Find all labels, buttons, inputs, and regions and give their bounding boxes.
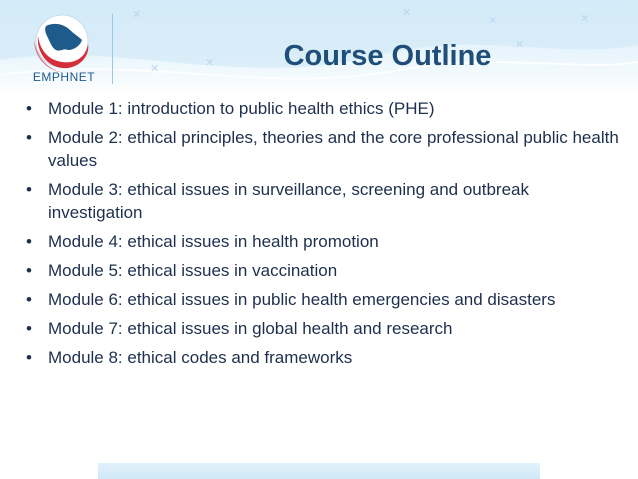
bullet-dot-icon: • <box>26 290 32 309</box>
bullet-dot-icon: • <box>26 319 32 338</box>
logo-divider <box>112 14 113 84</box>
bullet-item <box>24 178 624 224</box>
bullet-text: Module 4: ethical issues in health promotion <box>48 232 379 251</box>
bullet-dot-icon: • <box>26 99 32 118</box>
bullet-dot-icon: • <box>26 348 32 367</box>
footer-band <box>98 463 540 479</box>
bullet-list <box>24 97 624 375</box>
logo-text: EMPHNET <box>32 70 96 84</box>
bullet-text: Module 3: ethical issues in surveillance, screening and outbreak investigation <box>48 180 529 222</box>
bullet-text: Module 7: ethical issues in global health and research <box>48 319 453 338</box>
bullet-item <box>24 97 624 120</box>
bullet-dot-icon: • <box>26 261 32 280</box>
bullet-item <box>24 259 624 282</box>
bullet-item <box>24 230 624 253</box>
bullet-dot-icon: • <box>26 180 32 199</box>
sparkle-icon: ✕ <box>488 15 498 27</box>
bullet-item <box>24 317 624 340</box>
bullet-text: Module 5: ethical issues in vaccination <box>48 261 338 280</box>
bullet-item <box>24 288 624 311</box>
bullet-item <box>24 126 624 172</box>
sparkle-icon: ✕ <box>402 7 412 19</box>
bullet-text: Module 1: introduction to public health ethics (PHE) <box>48 99 435 118</box>
bullet-text: Module 2: ethical principles, theories and the core professional public health values <box>48 128 619 170</box>
sparkle-icon: ✕ <box>150 63 160 75</box>
sparkle-icon: ✕ <box>515 39 525 51</box>
bullet-dot-icon: • <box>26 128 32 147</box>
sparkle-icon: ✕ <box>205 57 215 69</box>
bullet-text: Module 6: ethical issues in public health emergencies and disasters <box>48 290 556 309</box>
bullet-dot-icon: • <box>26 232 32 251</box>
sparkle-icon: ✕ <box>580 13 590 25</box>
bullet-item <box>24 346 624 369</box>
bullet-text: Module 8: ethical codes and frameworks <box>48 348 353 367</box>
slide-title: Course Outline <box>283 40 492 72</box>
sparkle-icon: ✕ <box>132 9 142 21</box>
